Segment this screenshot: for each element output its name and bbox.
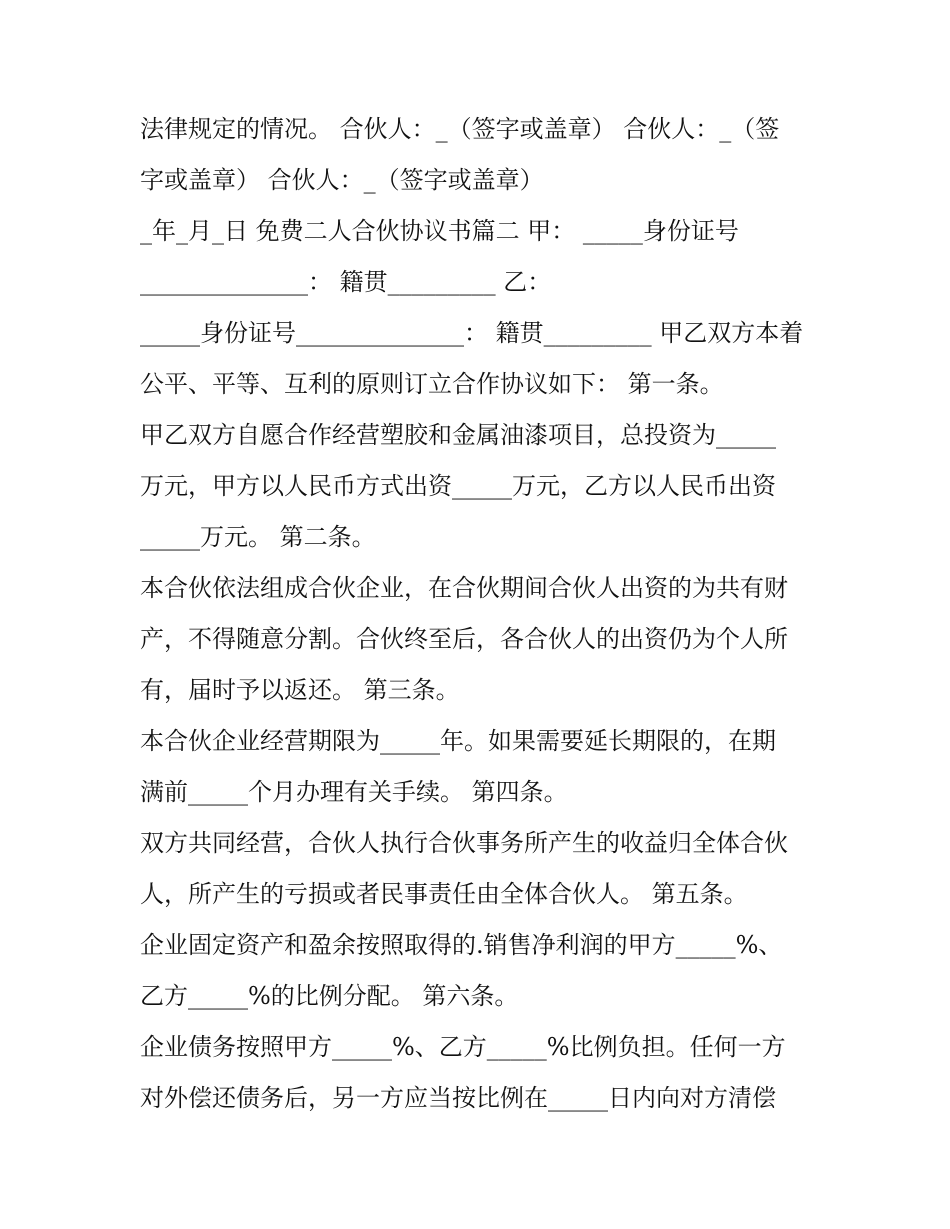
text-line: 法律规定的情况。 合伙人：_（签字或盖章） 合伙人：_（签 xyxy=(140,115,780,143)
text-line: 有，届时予以返还。 第三条。 xyxy=(140,676,460,704)
text-line: 人，所产生的亏损或者民事责任由全体合伙人。 第五条。 xyxy=(140,880,748,908)
document-body xyxy=(140,104,820,1124)
text-line: 本合伙依法组成合伙企业，在合伙期间合伙人出资的为共有财 xyxy=(140,574,788,602)
text-line: 本合伙企业经营期限为_____年。如果需要延长期限的，在期 xyxy=(140,727,776,755)
text-line: 乙方_____%的比例分配。 第六条。 xyxy=(140,982,519,1010)
text-line: 双方共同经营，合伙人执行合伙事务所产生的收益归全体合伙 xyxy=(140,829,788,857)
text-line: ______________： 籍贯_________ 乙： xyxy=(140,268,552,296)
text-line: 公平、平等、互利的原则订立合作协议如下： 第一条。 xyxy=(140,370,724,398)
text-line: 万元，甲方以人民币方式出资_____万元，乙方以人民币出资 xyxy=(140,472,776,500)
text-line: _年_月_日 免费二人合伙协议书篇二 甲： _____身份证号 xyxy=(140,217,739,245)
text-line: _____万元。 第二条。 xyxy=(140,523,376,551)
text-line: 产，不得随意分割。合伙终至后，各合伙人的出资仍为个人所 xyxy=(140,625,788,653)
text-line: 满前_____个月办理有关手续。 第四条。 xyxy=(140,778,568,806)
text-line: 对外偿还债务后，另一方应当按比例在_____日内向对方清偿 xyxy=(140,1084,776,1112)
text-line: _____身份证号______________： 籍贯_________ 甲乙双方本着 xyxy=(140,319,804,347)
text-line: 企业固定资产和盈余按照取得的.销售净利润的甲方_____%、 xyxy=(140,931,783,959)
text-line: 字或盖章） 合伙人：_（签字或盖章） xyxy=(140,166,544,194)
text-line: 甲乙双方自愿合作经营塑胶和金属油漆项目，总投资为_____ xyxy=(140,421,776,449)
text-line: 企业债务按照甲方_____%、乙方_____%比例负担。任何一方 xyxy=(140,1033,786,1061)
